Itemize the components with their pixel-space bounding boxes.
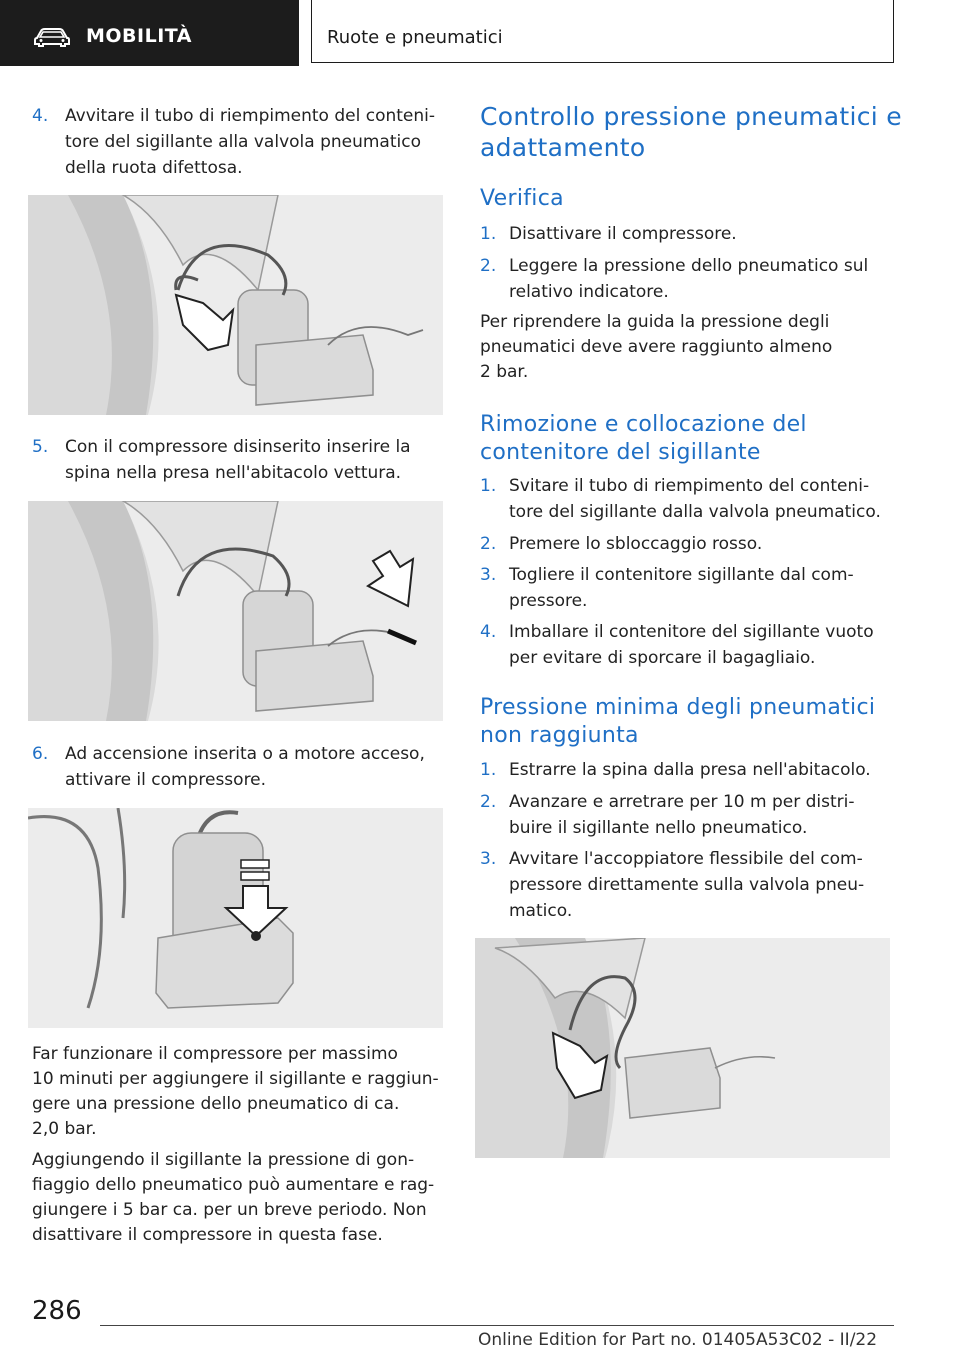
step-text: Avvitare l'accoppiatore flessibile del com‐ — [509, 849, 863, 869]
text-line: 10 minuti per aggiungere il sigillante e raggiun‐ — [32, 1069, 439, 1089]
figure-coupler-valve — [475, 938, 890, 1158]
illustration-tire-compressor-plug — [28, 501, 443, 721]
step-text: spina nella presa nell'abitacolo vettura. — [65, 463, 402, 483]
step-text: per evitare di sporcare il bagagliaio. — [509, 648, 816, 668]
illustration-compressor-switch — [28, 808, 443, 1028]
step-text: attivare il compressore. — [65, 770, 267, 790]
step-text: Leggere la pressione dello pneumatico sul — [509, 256, 869, 276]
step-text: tore del sigillante dalla valvola pneumatico. — [509, 502, 881, 522]
chapter-tab-label: Ruote e pneumatici — [327, 27, 503, 48]
heading-line: non raggiunta — [480, 723, 639, 748]
figure-activate-compressor — [28, 808, 443, 1028]
text-line: disattivare il compressore in questa fase. — [32, 1225, 383, 1245]
step-text: Imballare il contenitore del sigillante vuoto — [509, 622, 874, 642]
figure-connect-hose — [28, 195, 443, 415]
step-number: 3. — [480, 849, 497, 869]
text-line: Far funzionare il compressore per massimo — [32, 1044, 398, 1064]
car-icon — [34, 27, 70, 47]
text-line: Aggiungendo il sigillante la pressione di gon‐ — [32, 1150, 415, 1170]
heading-pressione-minima — [480, 694, 875, 750]
text-line: 2 bar. — [480, 362, 529, 382]
page-number: 286 — [32, 1296, 82, 1326]
step-text: Con il compressore disinserito inserire la — [65, 437, 411, 457]
step-text: buire il sigillante nello pneumatico. — [509, 818, 808, 838]
step-text: Ad accensione inserita o a motore acceso, — [65, 744, 425, 764]
heading-verifica: Verifica — [480, 186, 564, 211]
heading-rimozione — [480, 411, 807, 467]
step-text: Avanzare e arretrare per 10 m per distri‐ — [509, 792, 855, 812]
step-number: 6. — [32, 744, 49, 764]
paragraph-min-pressure — [480, 310, 832, 385]
paragraph-pressure-increase — [32, 1148, 434, 1248]
step-number: 2. — [480, 256, 497, 276]
step-text: Disattivare il compressore. — [509, 224, 737, 244]
step-number: 1. — [480, 760, 497, 780]
paragraph-run-compressor — [32, 1042, 439, 1142]
heading-line: contenitore del sigillante — [480, 440, 761, 465]
title-line: adattamento — [480, 133, 646, 162]
section-tab-label: MOBILITÀ — [86, 25, 192, 47]
text-line: 2,0 bar. — [32, 1119, 97, 1139]
step-text: matico. — [509, 901, 573, 921]
title-line: Controllo pressione pneumatici e — [480, 102, 902, 131]
step-text: Premere lo sbloccaggio rosso. — [509, 534, 763, 554]
chapter-tab — [311, 0, 894, 63]
heading-line: Pressione minima degli pneumatici — [480, 695, 876, 720]
step-number: 2. — [480, 534, 497, 554]
illustration-tire-compressor — [28, 195, 443, 415]
step-text: pressore. — [509, 591, 588, 611]
section-tab — [0, 0, 299, 66]
text-line: gere una pressione dello pneumatico di ca. — [32, 1094, 400, 1114]
step-number: 5. — [32, 437, 49, 457]
step-text: Estrarre la spina dalla presa nell'abitacolo. — [509, 760, 871, 780]
footer-divider — [100, 1325, 894, 1326]
step-number: 2. — [480, 792, 497, 812]
step-text: Togliere il contenitore sigillante dal com‐ — [509, 565, 854, 585]
text-line: fiaggio dello pneumatico può aumentare e rag‐ — [32, 1175, 435, 1195]
step-number: 1. — [480, 476, 497, 496]
step-number: 4. — [480, 622, 497, 642]
heading-line: Rimozione e collocazione del — [480, 412, 807, 437]
step-number: 4. — [32, 106, 49, 126]
step-text: pressore direttamente sulla valvola pneu‐ — [509, 875, 865, 895]
step-number: 3. — [480, 565, 497, 585]
text-line: Per riprendere la guida la pressione degli — [480, 312, 830, 332]
step-number: 1. — [480, 224, 497, 244]
section-title — [480, 101, 902, 163]
text-line: pneumatici deve avere raggiunto almeno — [480, 337, 833, 357]
edition-note: Online Edition for Part no. 01405A53C02 - II/22 — [478, 1330, 878, 1350]
step-text: relativo indicatore. — [509, 282, 669, 302]
step-text: tore del sigillante alla valvola pneumatico — [65, 132, 421, 152]
illustration-tire-coupler — [475, 938, 890, 1158]
figure-plug-socket — [28, 501, 443, 721]
step-text: Svitare il tubo di riempimento del conteni‐ — [509, 476, 870, 496]
text-line: giungere i 5 bar ca. per un breve periodo. Non — [32, 1200, 427, 1220]
step-text: Avvitare il tubo di riempimento del conteni‐ — [65, 106, 436, 126]
step-text: della ruota difettosa. — [65, 158, 243, 178]
page-header — [0, 0, 960, 66]
